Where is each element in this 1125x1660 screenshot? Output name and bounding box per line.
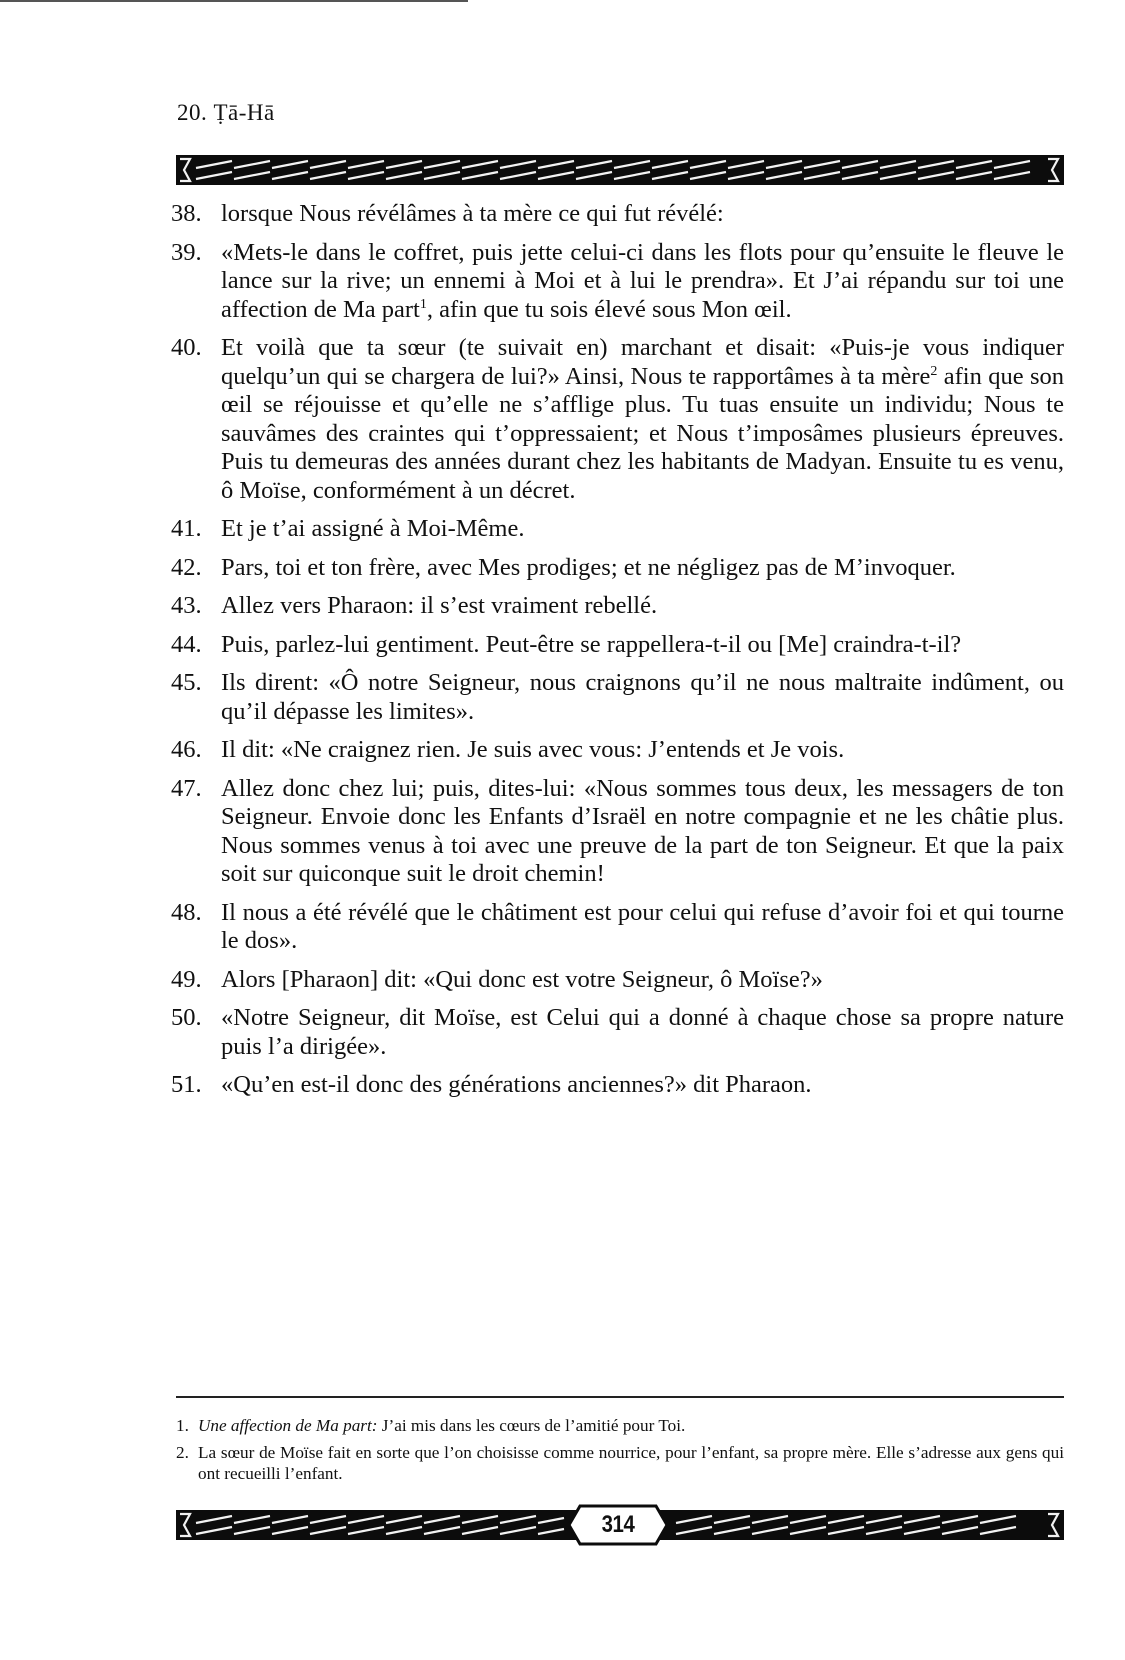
page-number: 314 <box>601 1511 635 1538</box>
verse-number: 51. <box>171 1071 202 1098</box>
verse-text: Il nous a été révélé que le châtiment est pour celui qui refuse d’avoir foi et qui tourne le dos». <box>221 898 1064 954</box>
verse-number: 42. <box>171 553 202 581</box>
verse-46 <box>171 736 1064 765</box>
verse-text-part: Et voilà que ta sœur (te suivait en) marchant et disait: «Puis-je vous indiquer quelqu’un qui se chargera de lui?» Ainsi, Nous te rapportâmes à ta mère <box>221 334 1064 390</box>
verse-list <box>171 200 1064 1110</box>
verse-text: Il dit: «Ne craignez rien. Je suis avec vous: J’entends et Je vois. <box>221 736 845 763</box>
verse-text: «Qu’en est-il donc des générations anciennes?» dit Pharaon. <box>221 1071 812 1098</box>
verse-43 <box>171 592 1064 621</box>
verse-39 <box>171 239 1064 325</box>
footnote-1 <box>176 1415 1064 1436</box>
verse-text-part: afin que son œil se réjouisse et qu’elle ne s’afflige plus. Tu tuas ensuite un individu; Nous te sauvâmes des craintes qui t’oppressaient; et Nous t’imposâmes plusieurs épreuves. Puis tu demeuras des années durant chez les habitants de Madyan. Ensuite tu es venu, ô Moïse, conformément à un décret. <box>221 362 1065 504</box>
verse-number: 49. <box>171 965 202 993</box>
verse-text: Pars, toi et ton frère, avec Mes prodiges; et ne négligez pas de M’invoquer. <box>221 553 956 581</box>
footnote-body: J’ai mis dans les cœurs de l’amitié pour Toi. <box>377 1416 686 1435</box>
footnote-text: La sœur de Moïse fait en sorte que l’on choisisse comme nourrice, pour l’enfant, sa propre mère. Elle s’adresse aux gens qui ont recueilli l’enfant. <box>198 1443 1064 1483</box>
verse-text: Ils dirent: «Ô notre Seigneur, nous craignons qu’il ne nous maltraite indûment, ou qu’il dépasse les limites». <box>221 669 1064 725</box>
verse-text: Puis, parlez-lui gentiment. Peut-être se rappellera-t-il ou [Me] craindra-t-il? <box>221 630 962 658</box>
verse-number: 38. <box>171 200 202 227</box>
footnotes <box>176 1415 1064 1490</box>
footnote-2 <box>176 1442 1064 1484</box>
verse-41 <box>171 515 1064 544</box>
verse-38 <box>171 200 1064 229</box>
verse-number: 48. <box>171 898 202 926</box>
verse-42 <box>171 554 1064 583</box>
verse-text-part: , afin que tu sois élevé sous Mon œil. <box>426 295 792 323</box>
footnote-number: 2. <box>176 1443 189 1462</box>
verse-50 <box>171 1004 1064 1061</box>
footnote-text <box>198 1415 1064 1436</box>
verse-number: 40. <box>171 334 202 361</box>
verse-47 <box>171 775 1064 889</box>
footnote-ref: 2 <box>930 363 938 379</box>
verse-number: 39. <box>171 238 202 266</box>
verse-51 <box>171 1071 1064 1100</box>
verse-49 <box>171 966 1064 995</box>
verse-text <box>221 239 1064 325</box>
top-scan-line <box>0 0 468 2</box>
verse-number: 44. <box>171 630 202 658</box>
verse-number: 47. <box>171 774 202 802</box>
verse-number: 45. <box>171 669 202 696</box>
ornament-pattern-top <box>176 155 1064 185</box>
verse-text <box>221 334 1064 505</box>
verse-number: 43. <box>171 592 202 619</box>
verse-text-part: «Mets-le dans le coffret, puis jette celui-ci dans les flots pour qu’ensuite le fleuve le lance sur la rive; un ennemi à Moi et à lui le prendra». Et J’ai répandu sur toi une affection de Ma part <box>221 238 1064 323</box>
verse-text: Et je t’ai assigné à Moi-Même. <box>221 515 525 542</box>
verse-48 <box>171 899 1064 956</box>
verse-text: Allez vers Pharaon: il s’est vraiment rebellé. <box>221 592 658 619</box>
verse-text: Allez donc chez lui; puis, dites-lui: «Nous sommes tous deux, les messagers de ton Seigneur. Envoie donc les Enfants d’Israël en notre compagnie et ne les châtie plus. Nous sommes venus à toi avec une preuve de la part de ton Seigneur. Et que la paix soit sur quiconque suit le droit chemin! <box>221 774 1064 887</box>
verse-number: 46. <box>171 736 202 763</box>
verse-44 <box>171 631 1064 660</box>
ornament-band-top <box>176 155 1064 185</box>
verse-number: 50. <box>171 1004 202 1031</box>
footnote-divider <box>176 1396 1064 1398</box>
chapter-header: 20. Ṭā-Hā <box>177 100 275 125</box>
verse-40 <box>171 334 1064 505</box>
verse-text: Alors [Pharaon] dit: «Qui donc est votre Seigneur, ô Moïse?» <box>221 965 823 993</box>
page-number-badge <box>568 1504 668 1546</box>
verse-number: 41. <box>171 515 202 542</box>
verse-45 <box>171 669 1064 726</box>
footnote-number: 1. <box>176 1416 189 1435</box>
footnote-label: Une affection de Ma part: <box>198 1416 378 1435</box>
verse-text: «Notre Seigneur, dit Moïse, est Celui qui a donné à chaque chose sa propre nature puis l’a dirigée». <box>221 1004 1064 1060</box>
verse-text: lorsque Nous révélâmes à ta mère ce qui fut révélé: <box>221 200 724 227</box>
footnote-ref: 1 <box>419 296 427 312</box>
